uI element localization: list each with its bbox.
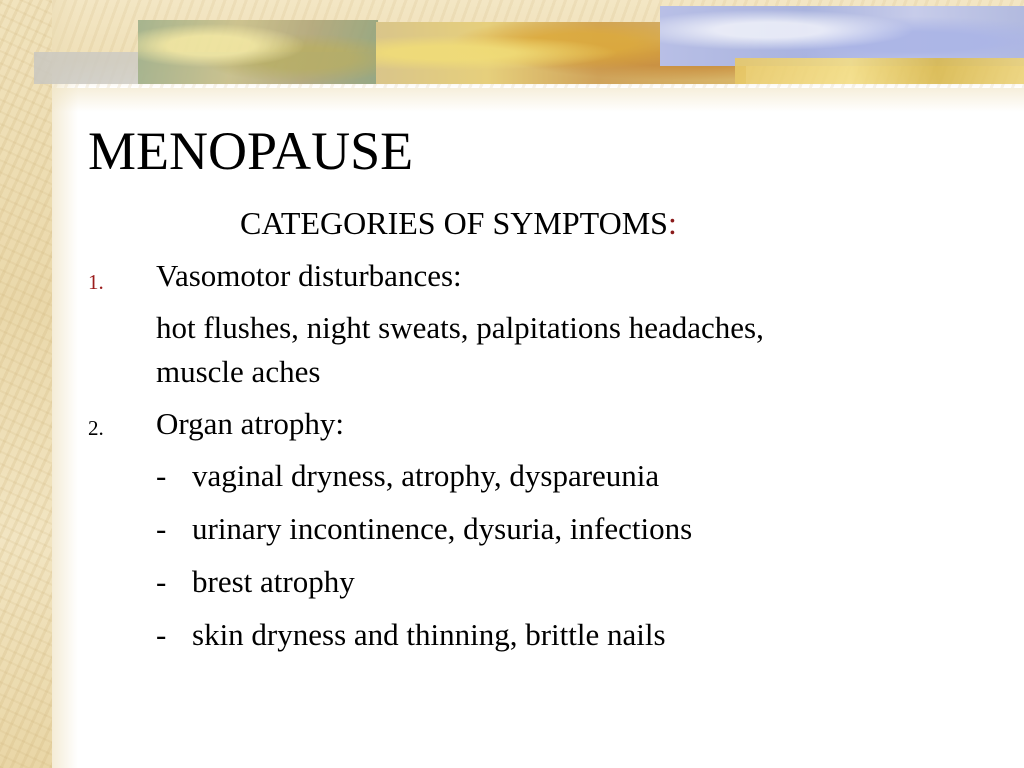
list-number-2: 2. xyxy=(88,416,104,440)
top-banner-fade xyxy=(52,88,1024,112)
bullet-text: brest atrophy xyxy=(192,564,355,599)
list-item-1-detail-line-2: muscle aches xyxy=(156,354,321,389)
banner-gold-band xyxy=(735,58,1024,84)
list-number-1: 1. xyxy=(88,270,104,294)
bullet-text: vaginal dryness, atrophy, dyspareunia xyxy=(192,458,660,493)
slide-subtitle xyxy=(240,204,677,242)
list-item-2-bullet-1 xyxy=(156,454,659,497)
bullet-dash: - xyxy=(156,564,167,599)
bullet-text: skin dryness and thinning, brittle nails xyxy=(192,617,666,652)
banner-leaves-image xyxy=(138,20,378,84)
list-item-1-detail-line-1: hot flushes, night sweats, palpitations headaches, xyxy=(156,310,764,345)
list-item-2-bullet-4 xyxy=(156,613,666,656)
slide-title: MENOPAUSE xyxy=(88,121,414,181)
list-item-2-bullet-3 xyxy=(156,560,355,603)
left-parchment-strip xyxy=(0,0,52,768)
bullet-dash: - xyxy=(156,458,167,493)
bullet-text: urinary incontinence, dysuria, infections xyxy=(192,511,693,546)
list-item-1-heading: Vasomotor disturbances: xyxy=(156,258,462,293)
bullet-dash: - xyxy=(156,617,167,652)
subtitle-text: CATEGORIES OF SYMPTOMS xyxy=(240,205,668,241)
list-item-2-heading: Organ atrophy: xyxy=(156,406,344,441)
bullet-dash: - xyxy=(156,511,167,546)
subtitle-colon: : xyxy=(667,205,677,241)
left-strip-fade xyxy=(52,0,78,768)
list-item-2-bullet-2 xyxy=(156,507,692,550)
banner-blue-image xyxy=(660,6,1024,66)
